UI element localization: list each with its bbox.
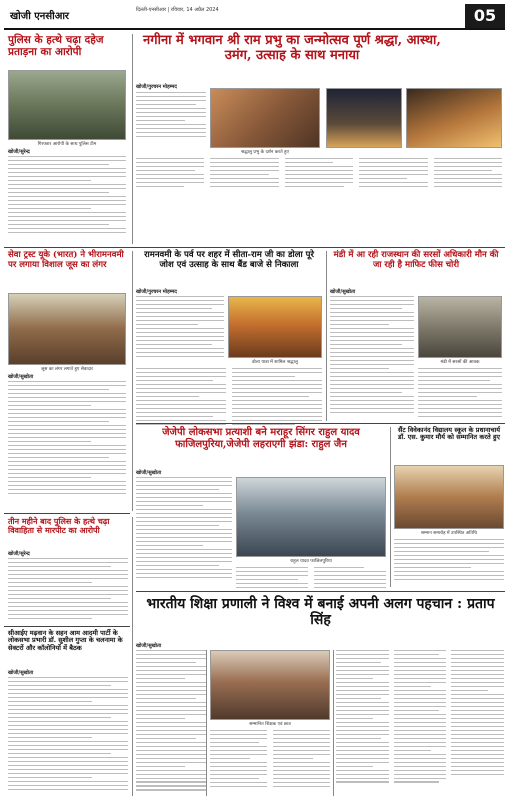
body-ram-navami-col2	[136, 158, 502, 190]
caption-langar: जूस का लंगर लगाते हुए सेवादार	[41, 367, 93, 372]
column-rule	[390, 427, 391, 587]
dateline-education: खोजी/सुखोता	[136, 643, 162, 649]
dateline-jjp: खोजी/सुखोता	[136, 470, 162, 476]
photo-rahul-yadav	[236, 477, 386, 557]
caption-dowry: गिरफ्तार आरोपी के साथ पुलिस टीम	[37, 142, 97, 147]
headline-ram-navami: नगीना में भगवान श्री राम प्रभु का जन्मोत्सव पूर्ण श्रद्धा, आस्था, उमंग, उत्साह के साथ मनाया	[143, 33, 441, 63]
photo-school-honour	[394, 465, 504, 529]
headline-jjp-candidate: जेजेपी लोकसभा प्रत्याशी बने मराहूर सिंगर राहुल यादव फाजिलपुरिया,जेजेपी लहराएगी झंडा: राहुल जैन	[162, 427, 360, 450]
body-dowry	[8, 156, 126, 236]
dateline-ram-navami: खोजी/गुरचरन मोहम्मद	[136, 84, 177, 90]
caption-dola: डोला यात्रा में शामिल श्रद्धालु	[252, 360, 298, 365]
caption-rahul-yadav: राहुल यादव फाजिलपुरिया	[290, 559, 332, 564]
caption-mandi: मंडी में सरसों की आवक	[440, 360, 480, 365]
column-rule	[206, 650, 207, 796]
section-rule-2	[136, 423, 505, 424]
photo-education-event	[210, 650, 330, 720]
headline-assault-accused: तीन महीने बाद पुलिस के हत्थे चढ़ा विवाहिता से मारपीट का आरोपी	[8, 516, 110, 536]
body-jjp-col2	[236, 567, 386, 593]
section-rule-3	[4, 513, 130, 514]
masthead-subline: दिल्ली-एनसीआर | रविवार, 14 अप्रैल 2024	[136, 7, 219, 13]
photo-dowry-police	[8, 70, 126, 140]
body-seva-trust	[8, 381, 126, 497]
caption-school-honour: सम्मान समारोह में उपस्थित अतिथि	[421, 531, 477, 536]
masthead-name: खोजी एनसीआर	[10, 11, 70, 22]
headline-education-system: भारतीय शिक्षा प्रणाली ने विश्व में बनाई अपनी अलग पहचान : प्रताप सिंह	[146, 596, 495, 629]
body-assault	[8, 558, 128, 622]
column-rule	[132, 517, 133, 796]
dateline-aap: खोजी/सुखोता	[8, 670, 34, 676]
body-mandi-col2	[418, 368, 502, 420]
column-rule	[132, 251, 133, 511]
column-rule	[326, 251, 327, 421]
caption-ram-navami: श्रद्धालु प्रभु के दर्शन करते हुए	[240, 150, 290, 155]
photo-ram-navami-idol	[406, 88, 502, 148]
section-rule-5	[136, 591, 505, 592]
headline-seva-trust: सेवा ट्रस्ट यूके (भारत) ने भीरामनवमी पर लगाया विशाल जूस का लंगर	[8, 250, 124, 270]
headline-mandi-mustard: मंडी में आ रही राजस्थान की सरसों अधिकारी मौन की जा रही है माफिट फीस चोरी	[333, 250, 499, 270]
dateline-dowry: खोजी/सुरेन्द्र	[8, 149, 30, 155]
caption-education: सम्मानित शिक्षक एवं छात्र	[249, 722, 291, 727]
photo-juice-langar	[8, 293, 126, 365]
dateline-assault: खोजी/सुरेन्द्र	[8, 551, 30, 557]
masthead	[4, 4, 505, 30]
body-mandi-col1	[330, 296, 414, 416]
headline-dowry-accused: पुलिस के हत्थे चढ़ा दहेज प्रताड़ना का आरोपी	[8, 34, 104, 59]
body-ram-navami-col1	[136, 92, 206, 140]
column-rule	[132, 34, 133, 244]
headline-sita-ram-dola: रामनवमी के पर्व पर शहर में सीता-राम जी का डोला पूरे जोश एवं उत्साह के साथ बैंड बाजे से निकाला	[144, 250, 314, 270]
body-education-col2	[210, 730, 330, 790]
page-number: 05	[465, 4, 505, 28]
body-aap	[8, 677, 128, 793]
body-jjp-col1	[136, 477, 232, 581]
headline-aap-meeting: सीआईए मढ़वान के सहन आम आदमी पार्टी के लोकसभा प्रभारी डॉ. सुशील गुप्ता के चलनामा के सेक्टरों और कॉलोनियों में बैठक	[8, 629, 123, 652]
photo-mandi	[418, 296, 502, 358]
photo-ram-navami-night	[326, 88, 402, 148]
dateline-mandi: खोजी/सुखोता	[330, 289, 356, 295]
body-school	[394, 539, 504, 583]
photo-ram-navami-devotees	[210, 88, 320, 148]
photo-dola-procession	[228, 296, 322, 358]
column-rule	[333, 650, 334, 796]
body-education-col3	[336, 650, 504, 783]
headline-school-principal: सैंट विवेकानंद विद्यालय स्कूल के प्रधानाचार्य डॉ. एस. कुमार मौर्य को सम्मानित करते हुए	[397, 426, 501, 442]
body-dola-col1	[136, 296, 224, 360]
dateline-dola: खोजी/गुरचरन मोहम्मद	[136, 289, 177, 295]
section-rule-4	[4, 626, 130, 627]
body-education-col1	[136, 650, 206, 793]
section-rule-1	[4, 247, 505, 248]
dateline-seva-trust: खोजी/सुखोता	[8, 374, 34, 380]
body-dola-col2	[136, 368, 322, 428]
